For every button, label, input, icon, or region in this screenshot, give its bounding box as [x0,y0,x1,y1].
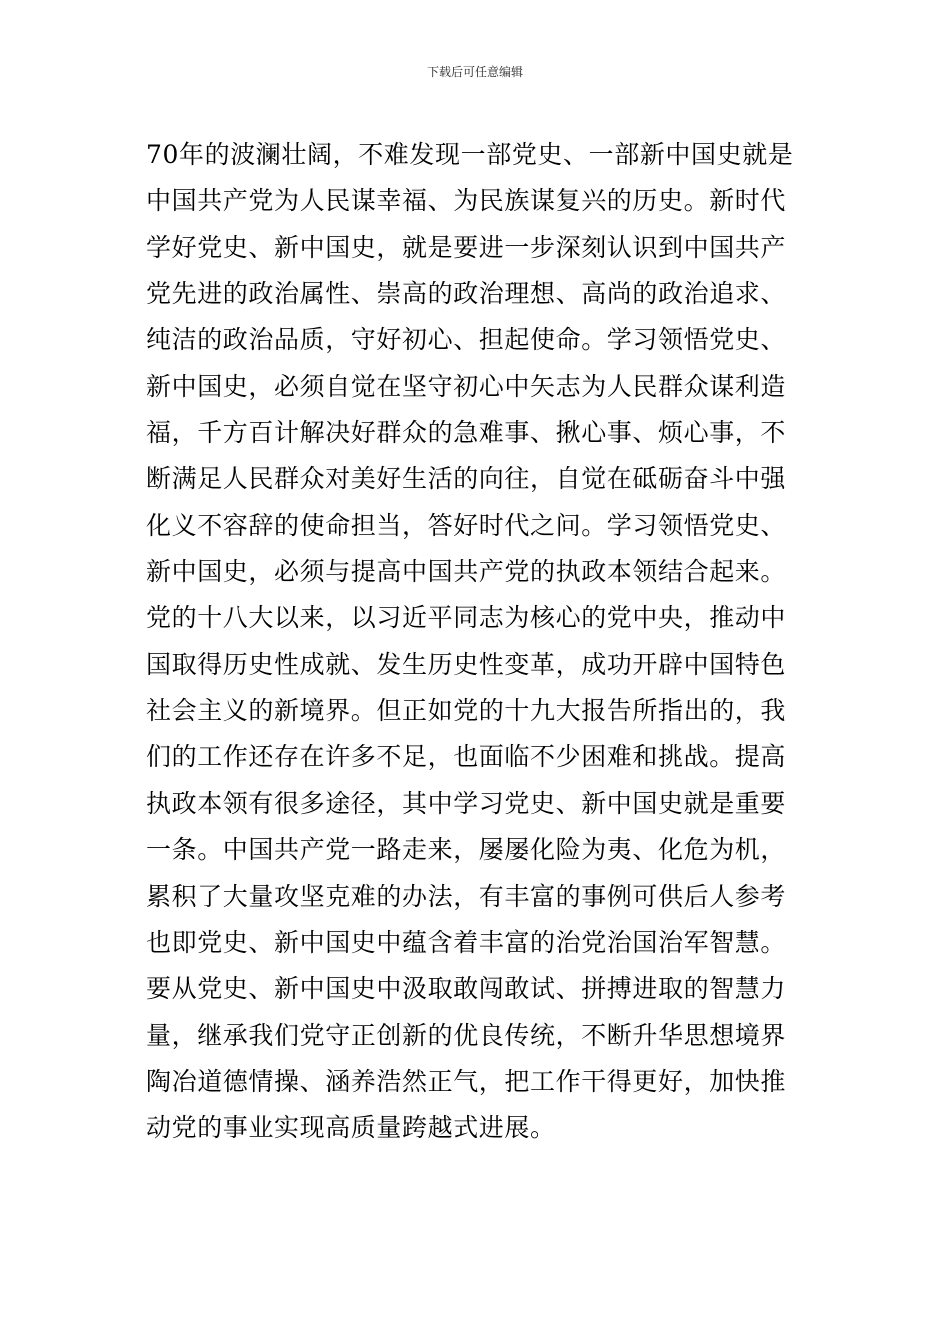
text-line: 福，千方百计解决好群众的急难事、揪心事、烦心事，不 [146,418,787,448]
text-line: 一条。中国共产党一路走来，屡屡化险为夷、化危为机， [146,835,787,865]
text-line: 们的工作还存在许多不足，也面临不少困难和挑战。提高 [146,742,787,772]
text-line: 断满足人民群众对美好生活的向往，自觉在砥砺奋斗中强 [146,464,787,494]
text-line: 执政本领有很多途径，其中学习党史、新中国史就是重要 [146,788,787,818]
text-line: 量，继承我们党守正创新的优良传统，不断升华思想境界 [146,1020,787,1050]
text-line: 党的十八大以来，以习近平同志为核心的党中央，推动中 [146,603,787,633]
text-line: 要从党史、新中国史中汲取敢闯敢试、拼搏进取的智慧力 [146,974,787,1004]
text-line: 学好党史、新中国史，就是要进一步深刻认识到中国共产 [146,232,787,262]
text-line: 纯洁的政治品质，守好初心、担起使命。学习领悟党史、 [146,325,787,355]
header-note: 下载后可任意编辑 [426,65,523,79]
text-line: 也即党史、新中国史中蕴含着丰富的治党治国治军智慧。 [146,927,787,957]
text-line: 累积了大量攻坚克难的办法，有丰富的事例可供后人参考 [146,881,787,911]
text-line: 70年的波澜壮阔，不难发现一部党史、一部新中国史就是 [146,140,794,169]
text-line: 新中国史，必须自觉在坚守初心中矢志为人民群众谋利造 [146,371,787,401]
text-line: 陶冶道德情操、涵养浩然正气，把工作干得更好，加快推 [146,1066,787,1096]
text-line: 国取得历史性成就、发生历史性变革，成功开辟中国特色 [146,649,787,679]
text-line: 党先进的政治属性、崇高的政治理想、高尚的政治追求、 [146,279,787,309]
text-line: 动党的事业实现高质量跨越式进展。 [146,1113,556,1143]
text-line: 社会主义的新境界。但正如党的十九大报告所指出的，我 [146,696,787,726]
text-line: 化义不容辞的使命担当，答好时代之问。学习领悟党史、 [146,510,787,540]
text-line: 新中国史，必须与提高中国共产党的执政本领结合起来。 [146,557,787,587]
text-line: 中国共产党为人民谋幸福、为民族谋复兴的历史。新时代 [146,186,787,216]
body-text [146,132,826,1152]
